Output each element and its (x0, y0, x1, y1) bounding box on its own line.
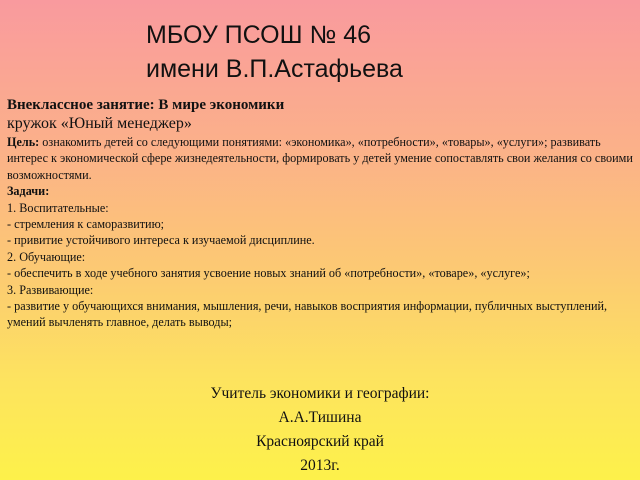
school-name: МБОУ ПСОШ № 46 (146, 21, 372, 49)
task-line: - развитие у обучающихся внимания, мышления, речи, навыков восприятия информации, публичных выступлений, умений вычленять главное, делать выводы; (7, 299, 608, 330)
task-line: 3. Развивающие: (7, 282, 94, 297)
region: Красноярский край (256, 433, 384, 450)
year: 2013г. (300, 457, 340, 474)
teacher-name: А.А.Тишина (278, 409, 362, 426)
club-name: кружок «Юный менеджер» (7, 115, 192, 132)
task-line: 1. Воспитательные: (7, 200, 109, 215)
task-line: - обеспечить в ходе учебного занятия усвоение новых знаний об «потребности», «товаре», «услуге»; (7, 266, 530, 281)
teacher-info (0, 382, 640, 478)
task-line: - привитие устойчивого интереса к изучаемой дисциплине. (7, 233, 315, 248)
goal-paragraph (7, 134, 633, 183)
goal-label: Цель: (7, 135, 40, 149)
teacher-role: Учитель экономики и географии: (210, 385, 430, 402)
school-named-after: имени В.П.Астафьева (146, 55, 403, 83)
page-title (146, 18, 566, 86)
tasks-label: Задачи: (7, 184, 50, 199)
lesson-title: Внеклассное занятие: В мире экономики (7, 97, 285, 113)
task-line: - стремления к саморазвитию; (7, 217, 165, 232)
goal-text: ознакомить детей со следующими понятиями: «экономика», «потребности», «товары», «услуги»; развивать интерес к экономической сфере жизнедеятельности, формировать у детей умение сопоставлять свои желания со своими возможностями. (7, 135, 633, 182)
lesson-content (7, 96, 633, 331)
task-line: 2. Обучающие: (7, 249, 86, 264)
